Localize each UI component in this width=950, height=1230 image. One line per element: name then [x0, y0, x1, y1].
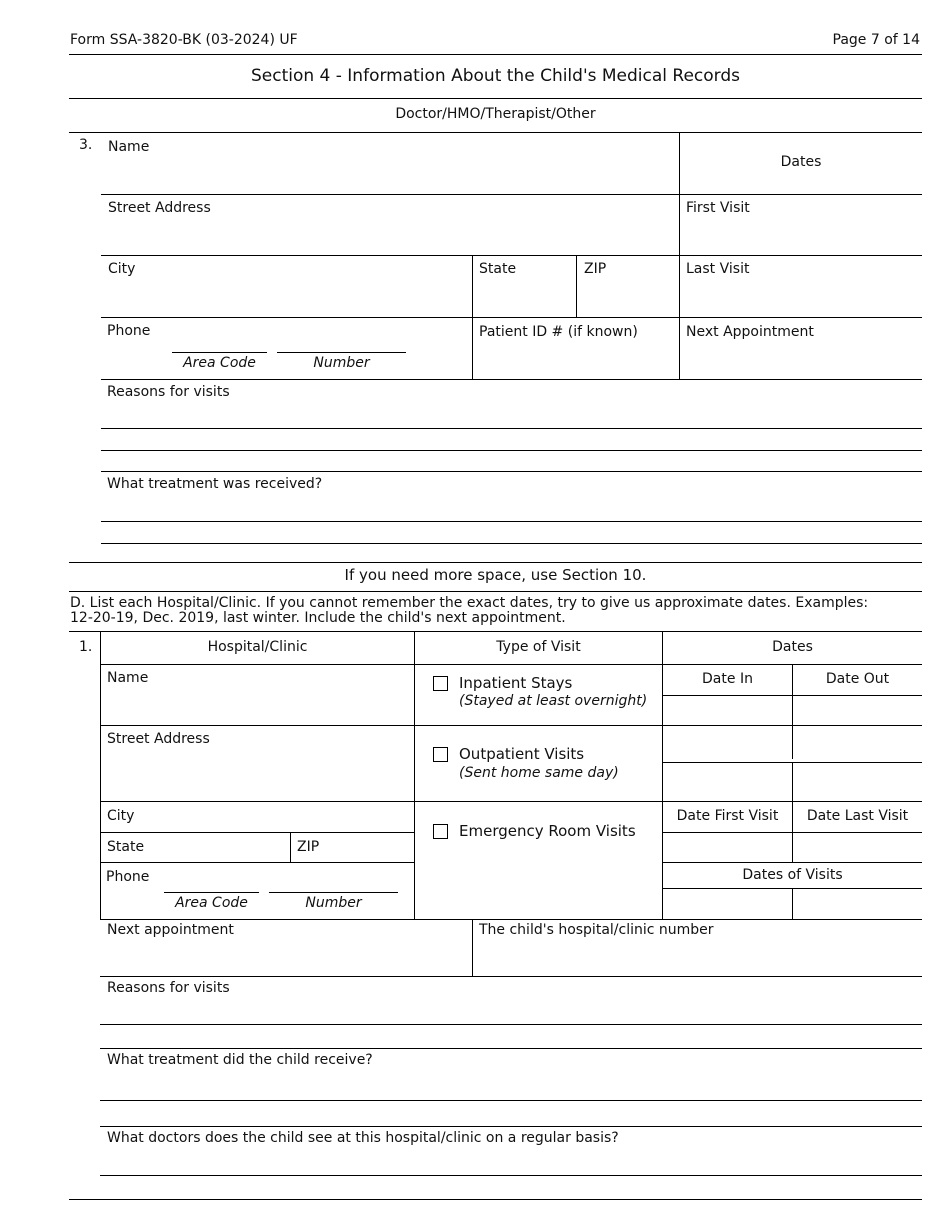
hospital-treatment-label: What treatment did the child receive? [107, 1052, 373, 1068]
row-rule [100, 1100, 922, 1101]
type-of-visit-header: Type of Visit [496, 639, 581, 655]
hospital-intro-line1: D. List each Hospital/Clinic. If you cannot remember the exact dates, try to give us approximate dates. Examples: [70, 595, 869, 611]
row-rule [101, 379, 922, 380]
row-rule [414, 801, 662, 802]
hospital-doctors-label: What doctors does the child see at this hospital/clinic on a regular basis? [107, 1130, 619, 1146]
underline [172, 352, 267, 353]
inpatient-date-out-input[interactable] [793, 696, 921, 724]
hospital-zip-input[interactable] [325, 835, 413, 861]
doctor-zip-label: ZIP [584, 261, 607, 277]
hospital-header: Hospital/Clinic [207, 639, 308, 655]
doctor-treatment-input[interactable] [102, 494, 922, 544]
doctor-state-label: State [479, 261, 517, 277]
doctor-zip-input[interactable] [577, 279, 678, 316]
date-in-label: Date In [702, 671, 753, 687]
underline [164, 892, 259, 893]
hospital-street-input[interactable] [101, 749, 413, 800]
page-number: Page 7 of 14 [832, 32, 920, 48]
hospital-intro-line2: 12-20-19, Dec. 2019, last winter. Include the child's next appointment. [70, 610, 566, 626]
doctor-patient-id-label: Patient ID # (if known) [479, 324, 638, 340]
date-last-visit-label: Date Last Visit [806, 808, 909, 824]
hospital-entry-number: 1. [79, 639, 93, 655]
doctor-area-code-input[interactable] [172, 334, 267, 352]
date-first-visit-label: Date First Visit [676, 808, 779, 824]
row-rule [69, 631, 922, 632]
row-rule [100, 1175, 922, 1176]
doctor-city-input[interactable] [102, 279, 471, 316]
underline [269, 892, 398, 893]
more-space-note: If you need more space, use Section 10. [344, 566, 647, 584]
doctor-next-appt-input[interactable] [681, 342, 921, 378]
row-rule [100, 976, 922, 977]
outpatient-checkbox[interactable] [433, 747, 448, 762]
row-rule [101, 543, 922, 544]
inpatient-label: Inpatient Stays [459, 674, 573, 692]
er-label: Emergency Room Visits [459, 822, 636, 840]
outpatient-date-4-input[interactable] [793, 763, 921, 800]
hospital-city-input[interactable] [140, 805, 413, 831]
row-rule [100, 862, 414, 863]
inpatient-checkbox[interactable] [433, 676, 448, 691]
row-rule [100, 725, 414, 726]
er-visit-date-2-input[interactable] [793, 889, 921, 918]
hospital-next-appt-label: Next appointment [107, 922, 234, 938]
doctor-phone-number-input[interactable] [277, 334, 406, 352]
doctor-area-code-label: Area Code [183, 355, 256, 371]
row-rule [101, 521, 922, 522]
outpatient-label: Outpatient Visits [459, 745, 585, 763]
hospital-area-code-input[interactable] [164, 874, 259, 892]
section-rule [69, 98, 922, 99]
er-date-last-input[interactable] [793, 833, 921, 861]
row-rule [100, 1024, 922, 1025]
col-rule [290, 832, 291, 862]
row-rule [101, 194, 922, 195]
doctor-name-label: Name [108, 139, 150, 155]
row-rule [101, 450, 922, 451]
doctor-block-subtitle: Doctor/HMO/Therapist/Other [395, 106, 596, 122]
hospital-phone-label: Phone [106, 869, 150, 885]
hospital-next-appt-input[interactable] [101, 940, 471, 975]
hospital-city-label: City [107, 808, 135, 824]
col-rule [414, 631, 415, 919]
doctor-reasons-input[interactable] [102, 402, 922, 470]
er-visit-date-1-input[interactable] [663, 889, 791, 918]
row-rule [69, 1199, 922, 1200]
row-rule [100, 1048, 922, 1049]
section-title: Section 4 - Information About the Child's Medical Records [250, 66, 741, 86]
hospital-reasons-input[interactable] [101, 998, 922, 1048]
doctor-reasons-label: Reasons for visits [107, 384, 230, 400]
hospital-treatment-input[interactable] [101, 1070, 922, 1126]
hospital-name-input[interactable] [101, 688, 413, 724]
form-id: Form SSA-3820-BK (03-2024) UF [70, 32, 298, 48]
hospital-state-label: State [107, 839, 145, 855]
col-rule [792, 762, 793, 801]
row-rule [69, 591, 922, 592]
doctor-phone-label: Phone [107, 323, 151, 339]
doctor-treatment-label: What treatment was received? [107, 476, 323, 492]
underline [277, 352, 406, 353]
doctor-street-input[interactable] [102, 218, 678, 254]
hospital-name-label: Name [107, 670, 149, 686]
inpatient-date-in-input[interactable] [663, 696, 791, 724]
inpatient-sub-label: (Stayed at least overnight) [459, 693, 648, 709]
clinic-number-label: The child's hospital/clinic number [479, 922, 714, 938]
hospital-doctors-input[interactable] [101, 1148, 922, 1175]
hospital-area-code-label: Area Code [175, 895, 248, 911]
clinic-number-input[interactable] [473, 940, 921, 975]
doctor-next-appt-label: Next Appointment [686, 324, 814, 340]
hospital-street-label: Street Address [107, 731, 210, 747]
er-date-first-input[interactable] [663, 833, 791, 861]
row-rule [100, 664, 922, 665]
hospital-number-label: Number [305, 895, 362, 911]
doctor-top-rule [69, 132, 922, 133]
hospital-phone-number-input[interactable] [269, 874, 398, 892]
hospital-dates-header: Dates [772, 639, 813, 655]
doctor-patient-id-input[interactable] [473, 342, 678, 378]
doctor-name-input[interactable] [102, 158, 678, 193]
hospital-state-input[interactable] [150, 835, 289, 861]
outpatient-sub-label: (Sent home same day) [459, 765, 619, 781]
doctor-first-visit-label: First Visit [686, 200, 750, 216]
doctor-number-label: Number [313, 355, 370, 371]
dates-of-visits-label: Dates of Visits [742, 867, 843, 883]
row-rule [101, 471, 922, 472]
doctor-dates-label: Dates [780, 154, 822, 170]
doctor-entry-number: 3. [79, 137, 93, 153]
row-rule [69, 562, 922, 563]
row-rule [662, 801, 922, 802]
row-rule [100, 919, 922, 920]
doctor-first-visit-input[interactable] [681, 218, 921, 254]
outpatient-date-3-input[interactable] [663, 763, 791, 800]
hospital-zip-label: ZIP [297, 839, 320, 855]
row-rule [101, 428, 922, 429]
row-rule [414, 725, 662, 726]
row-rule [101, 255, 922, 256]
outpatient-date-1-input[interactable] [663, 726, 791, 762]
doctor-city-label: City [108, 261, 136, 277]
doctor-last-visit-input[interactable] [681, 279, 921, 316]
hospital-reasons-label: Reasons for visits [107, 980, 230, 996]
header-rule [69, 54, 922, 55]
outpatient-date-2-input[interactable] [793, 726, 921, 762]
doctor-last-visit-label: Last Visit [686, 261, 750, 277]
doctor-street-label: Street Address [108, 200, 211, 216]
row-rule [100, 801, 414, 802]
row-rule [101, 317, 922, 318]
row-rule [662, 862, 922, 863]
row-rule [100, 1126, 922, 1127]
er-checkbox[interactable] [433, 824, 448, 839]
date-out-label: Date Out [825, 671, 890, 687]
doctor-state-input[interactable] [473, 279, 575, 316]
row-rule [100, 832, 414, 833]
